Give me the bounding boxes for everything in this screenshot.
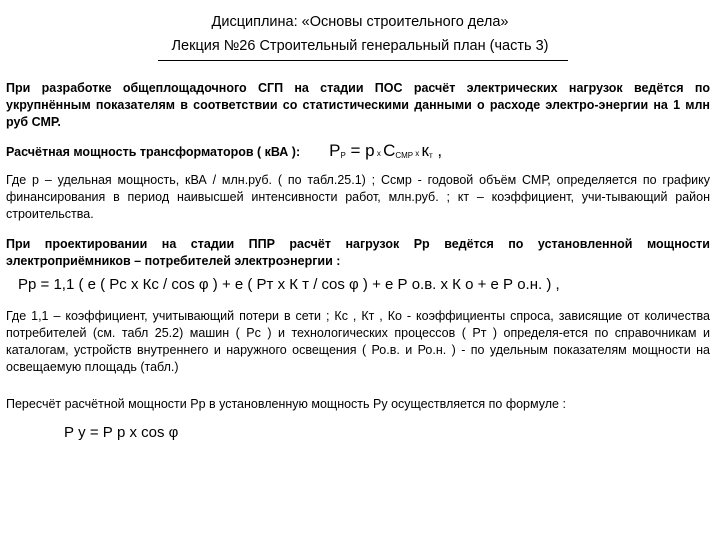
formula-c: С bbox=[383, 141, 396, 160]
paragraph-recalc: Пересчёт расчётной мощности Рр в установленную мощность Ру осуществляется по формуле : bbox=[6, 397, 566, 411]
paragraph-ppr-stage: При проектировании на стадии ППР расчёт нагрузок Рр ведётся по установленной мощности электроприёмников – потребителей электроэнергии : bbox=[6, 237, 710, 268]
formula-label: Расчётная мощность трансформаторов ( кВА ): bbox=[6, 145, 301, 159]
formula-tail: , bbox=[432, 141, 443, 160]
formula-installed-load: Рр = 1,1 ( е ( Рс х Кс / cos φ ) + е ( Рт х К т / cos φ ) + е Р о.в. х К о + е Р о.н. ) , bbox=[18, 276, 560, 293]
formula-x1: х bbox=[374, 149, 384, 158]
header-underline bbox=[158, 60, 568, 61]
formula-k: к bbox=[421, 141, 429, 160]
formula-k-sub: т bbox=[428, 151, 433, 160]
discipline-title: Дисциплина: «Основы строительного дела» bbox=[211, 14, 509, 30]
paragraph-where-p: Где р – удельная мощность, кВА / млн.руб. ( по табл.25.1) ; Ссмр - годовой объём СМР, определяется по графику финансирования в период наивысшей интенсивности работ, млн.руб. ; кт – коэффициент, учи-тывающий район строительства. bbox=[6, 173, 710, 221]
formula-x2: х bbox=[413, 149, 422, 158]
paragraph-pos-intro: При разработке общеплощадочного СГП на стадии ПОС расчёт электрических нагрузок ведётся по укрупнённым показателям в соответствии со статистическими данными о расходе электро-энергии на 1 млн руб СМР. bbox=[6, 81, 710, 129]
formula-eq: = bbox=[345, 141, 366, 160]
formula-recalc: Р у = Р р х cos φ bbox=[64, 424, 179, 441]
formula-p: p bbox=[365, 141, 375, 160]
formula-lhs: Р bbox=[329, 141, 341, 160]
formula-transformer-power bbox=[6, 142, 710, 162]
lecture-title: Лекция №26 Строительный генеральный план (часть 3) bbox=[171, 38, 549, 54]
formula-c-sub: СМР bbox=[395, 151, 414, 160]
paragraph-coefficients: Где 1,1 – коэффициент, учитывающий потери в сети ; Кс , Кт , Ко - коэффициенты спроса, зависящие от количества потребителей (см. табл 25.2) машин ( Рс ) и технологических процессов ( Рт ) определя-ется по справочникам и каталогам, устройств внутреннего и наружного освещения ( Ро.в. и Ро.н. ) - по удельным показателям мощности на освещаемую площадь (табл.) bbox=[6, 309, 710, 374]
formula-lhs-sub: Р bbox=[340, 151, 346, 160]
